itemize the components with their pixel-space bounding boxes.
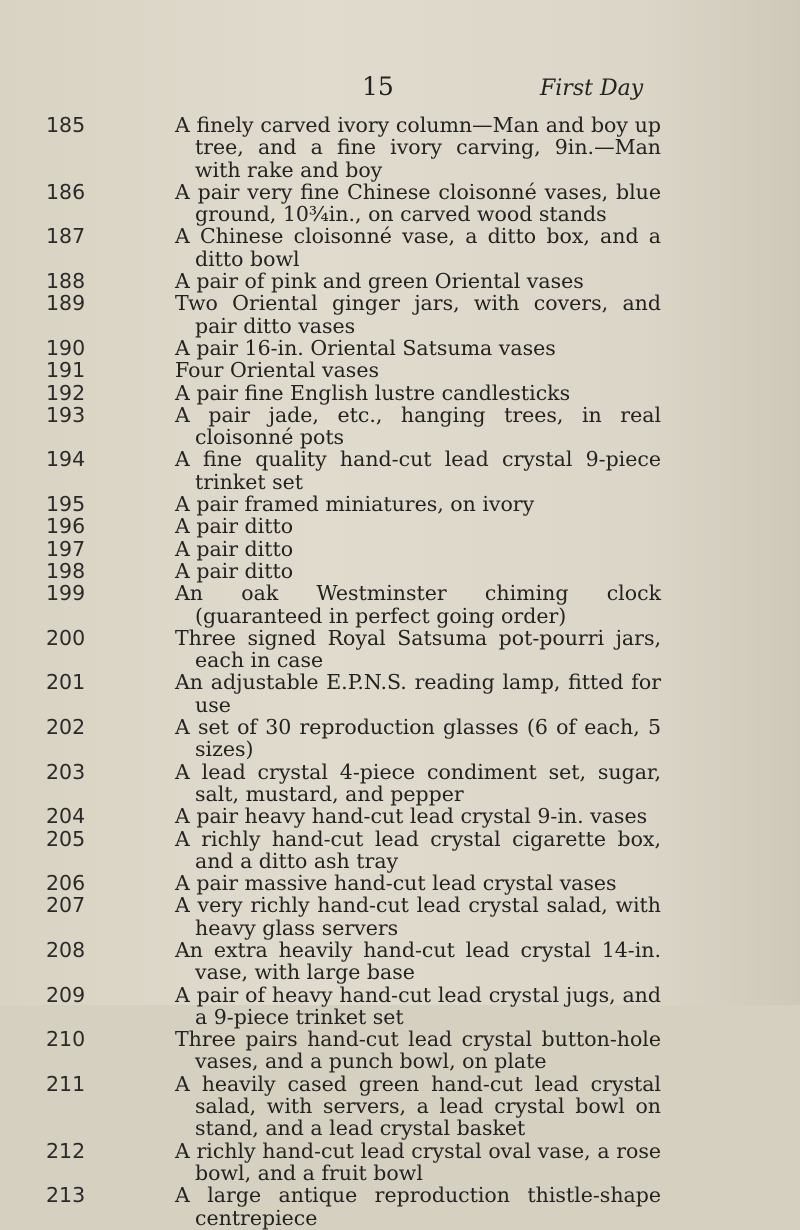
lot-description: A pair fine English lustre candlesticks <box>175 380 571 405</box>
lot-description: A richly hand-cut lead crystal cigarette box, and a ditto ash tray <box>175 826 661 873</box>
lot-description: A pair very fine Chinese cloisonné vases, blue ground, 10¾in., on carved wood stands <box>175 179 661 227</box>
lot-number: 198 <box>46 558 86 583</box>
section-title: First Day <box>540 76 644 101</box>
lot-number: 206 <box>46 871 86 896</box>
lot-number: 199 <box>46 581 86 606</box>
lot-entry <box>0 939 800 984</box>
lot-description: A richly hand-cut lead crystal oval vase, a rose bowl, and a fruit bowl <box>175 1138 661 1185</box>
lot-description: A pair ditto <box>175 536 294 561</box>
lot-entry <box>0 1073 800 1140</box>
lot-entry <box>0 225 800 270</box>
lot-number: 210 <box>46 1027 86 1052</box>
lot-description: A finely carved ivory column—Man and boy up tree, and a fine ivory carving, 9in.—Man with rake and boy <box>175 113 661 182</box>
lot-number: 209 <box>46 982 86 1007</box>
lot-number: 207 <box>46 893 86 918</box>
lot-entry <box>0 181 800 226</box>
lot-entry <box>0 627 800 672</box>
lot-description: Two Oriental ginger jars, with covers, and pair ditto vases <box>175 291 661 338</box>
lot-number: 208 <box>46 937 86 962</box>
lot-number: 190 <box>46 335 86 360</box>
lot-entry <box>0 270 800 292</box>
page-number: 15 <box>362 72 394 101</box>
lot-number: 185 <box>46 113 86 137</box>
lot-entry <box>0 1028 800 1073</box>
lot-description: A fine quality hand-cut lead crystal 9-piece trinket set <box>175 447 661 494</box>
lot-number: 186 <box>46 179 86 204</box>
lot-entry <box>0 560 800 582</box>
lot-number: 196 <box>46 514 86 539</box>
lot-number: 203 <box>46 759 86 784</box>
lot-number: 201 <box>46 670 86 695</box>
lot-number: 192 <box>46 380 86 405</box>
lot-entry <box>0 337 800 359</box>
lot-description: An extra heavily hand-cut lead crystal 14-in. vase, with large base <box>175 937 661 985</box>
lot-entry <box>0 761 800 806</box>
lot-number: 188 <box>46 269 86 294</box>
lot-number: 204 <box>46 804 86 829</box>
lot-number: 197 <box>46 536 86 561</box>
lot-description: A large antique reproduction thistle-shape centrepiece <box>175 1183 661 1230</box>
lot-number: 205 <box>46 826 86 851</box>
lot-description: A pair of pink and green Oriental vases <box>175 269 584 294</box>
lot-entry <box>0 894 800 939</box>
lot-entry <box>0 828 800 873</box>
lot-number: 212 <box>46 1138 86 1163</box>
lot-entry <box>0 359 800 381</box>
lot-entry <box>0 872 800 894</box>
lot-description: A Chinese cloisonné vase, a ditto box, and a ditto bowl <box>175 224 661 271</box>
lot-description: A pair 16-in. Oriental Satsuma vases <box>175 335 556 360</box>
page-header <box>0 72 800 108</box>
lot-number: 200 <box>46 625 86 650</box>
lot-description: A pair of heavy hand-cut lead crystal jugs, and a 9-piece trinket set <box>175 982 661 1029</box>
lot-list <box>0 114 800 1229</box>
lot-description: A very richly hand-cut lead crystal salad, with heavy glass servers <box>175 893 661 940</box>
lot-description: A set of 30 reproduction glasses (6 of each, 5 sizes) <box>175 715 661 762</box>
lot-description: Four Oriental vases <box>175 358 379 383</box>
lot-description: A pair ditto <box>175 514 294 539</box>
lot-description: A lead crystal 4-piece condiment set, sugar, salt, mustard, and pepper <box>175 759 661 806</box>
lot-entry <box>0 805 800 827</box>
lot-description: A pair framed miniatures, on ivory <box>175 492 535 517</box>
lot-entry <box>0 382 800 404</box>
lot-description: Three signed Royal Satsuma pot-pourri jars, each in case <box>175 625 661 673</box>
lot-entry <box>0 493 800 515</box>
lot-entry <box>0 448 800 493</box>
lot-description: Three pairs hand-cut lead crystal button-hole vases, and a punch bowl, on plate <box>175 1027 661 1074</box>
lot-entry <box>0 984 800 1029</box>
lot-entry <box>0 404 800 449</box>
lot-description: An adjustable E.P.N.S. reading lamp, fitted for use <box>175 670 661 717</box>
lot-description: A heavily cased green hand-cut lead crystal salad, with servers, a lead crystal bowl on stand, and a lead crystal basket <box>175 1071 661 1141</box>
lot-entry <box>0 114 800 181</box>
lot-number: 195 <box>46 492 86 517</box>
lot-entry <box>0 515 800 537</box>
lot-description: A pair massive hand-cut lead crystal vases <box>175 871 617 896</box>
lot-number: 191 <box>46 358 86 383</box>
lot-number: 211 <box>46 1071 86 1096</box>
lot-description: An oak Westminster chiming clock (guaranteed in perfect going order) <box>175 581 661 628</box>
lot-entry <box>0 1184 800 1229</box>
lot-number: 202 <box>46 715 86 740</box>
lot-number: 194 <box>46 447 86 472</box>
lot-entry <box>0 716 800 761</box>
lot-entry <box>0 671 800 716</box>
lot-entry <box>0 1140 800 1185</box>
lot-number: 189 <box>46 291 86 316</box>
lot-number: 213 <box>46 1183 86 1208</box>
lot-description: A pair jade, etc., hanging trees, in real cloisonné pots <box>175 402 661 450</box>
lot-description: A pair ditto <box>175 558 294 583</box>
lot-number: 187 <box>46 224 86 249</box>
lot-entry <box>0 582 800 627</box>
lot-entry <box>0 292 800 337</box>
lot-entry <box>0 538 800 560</box>
lot-number: 193 <box>46 402 86 427</box>
lot-description: A pair heavy hand-cut lead crystal 9-in. vases <box>175 804 648 829</box>
